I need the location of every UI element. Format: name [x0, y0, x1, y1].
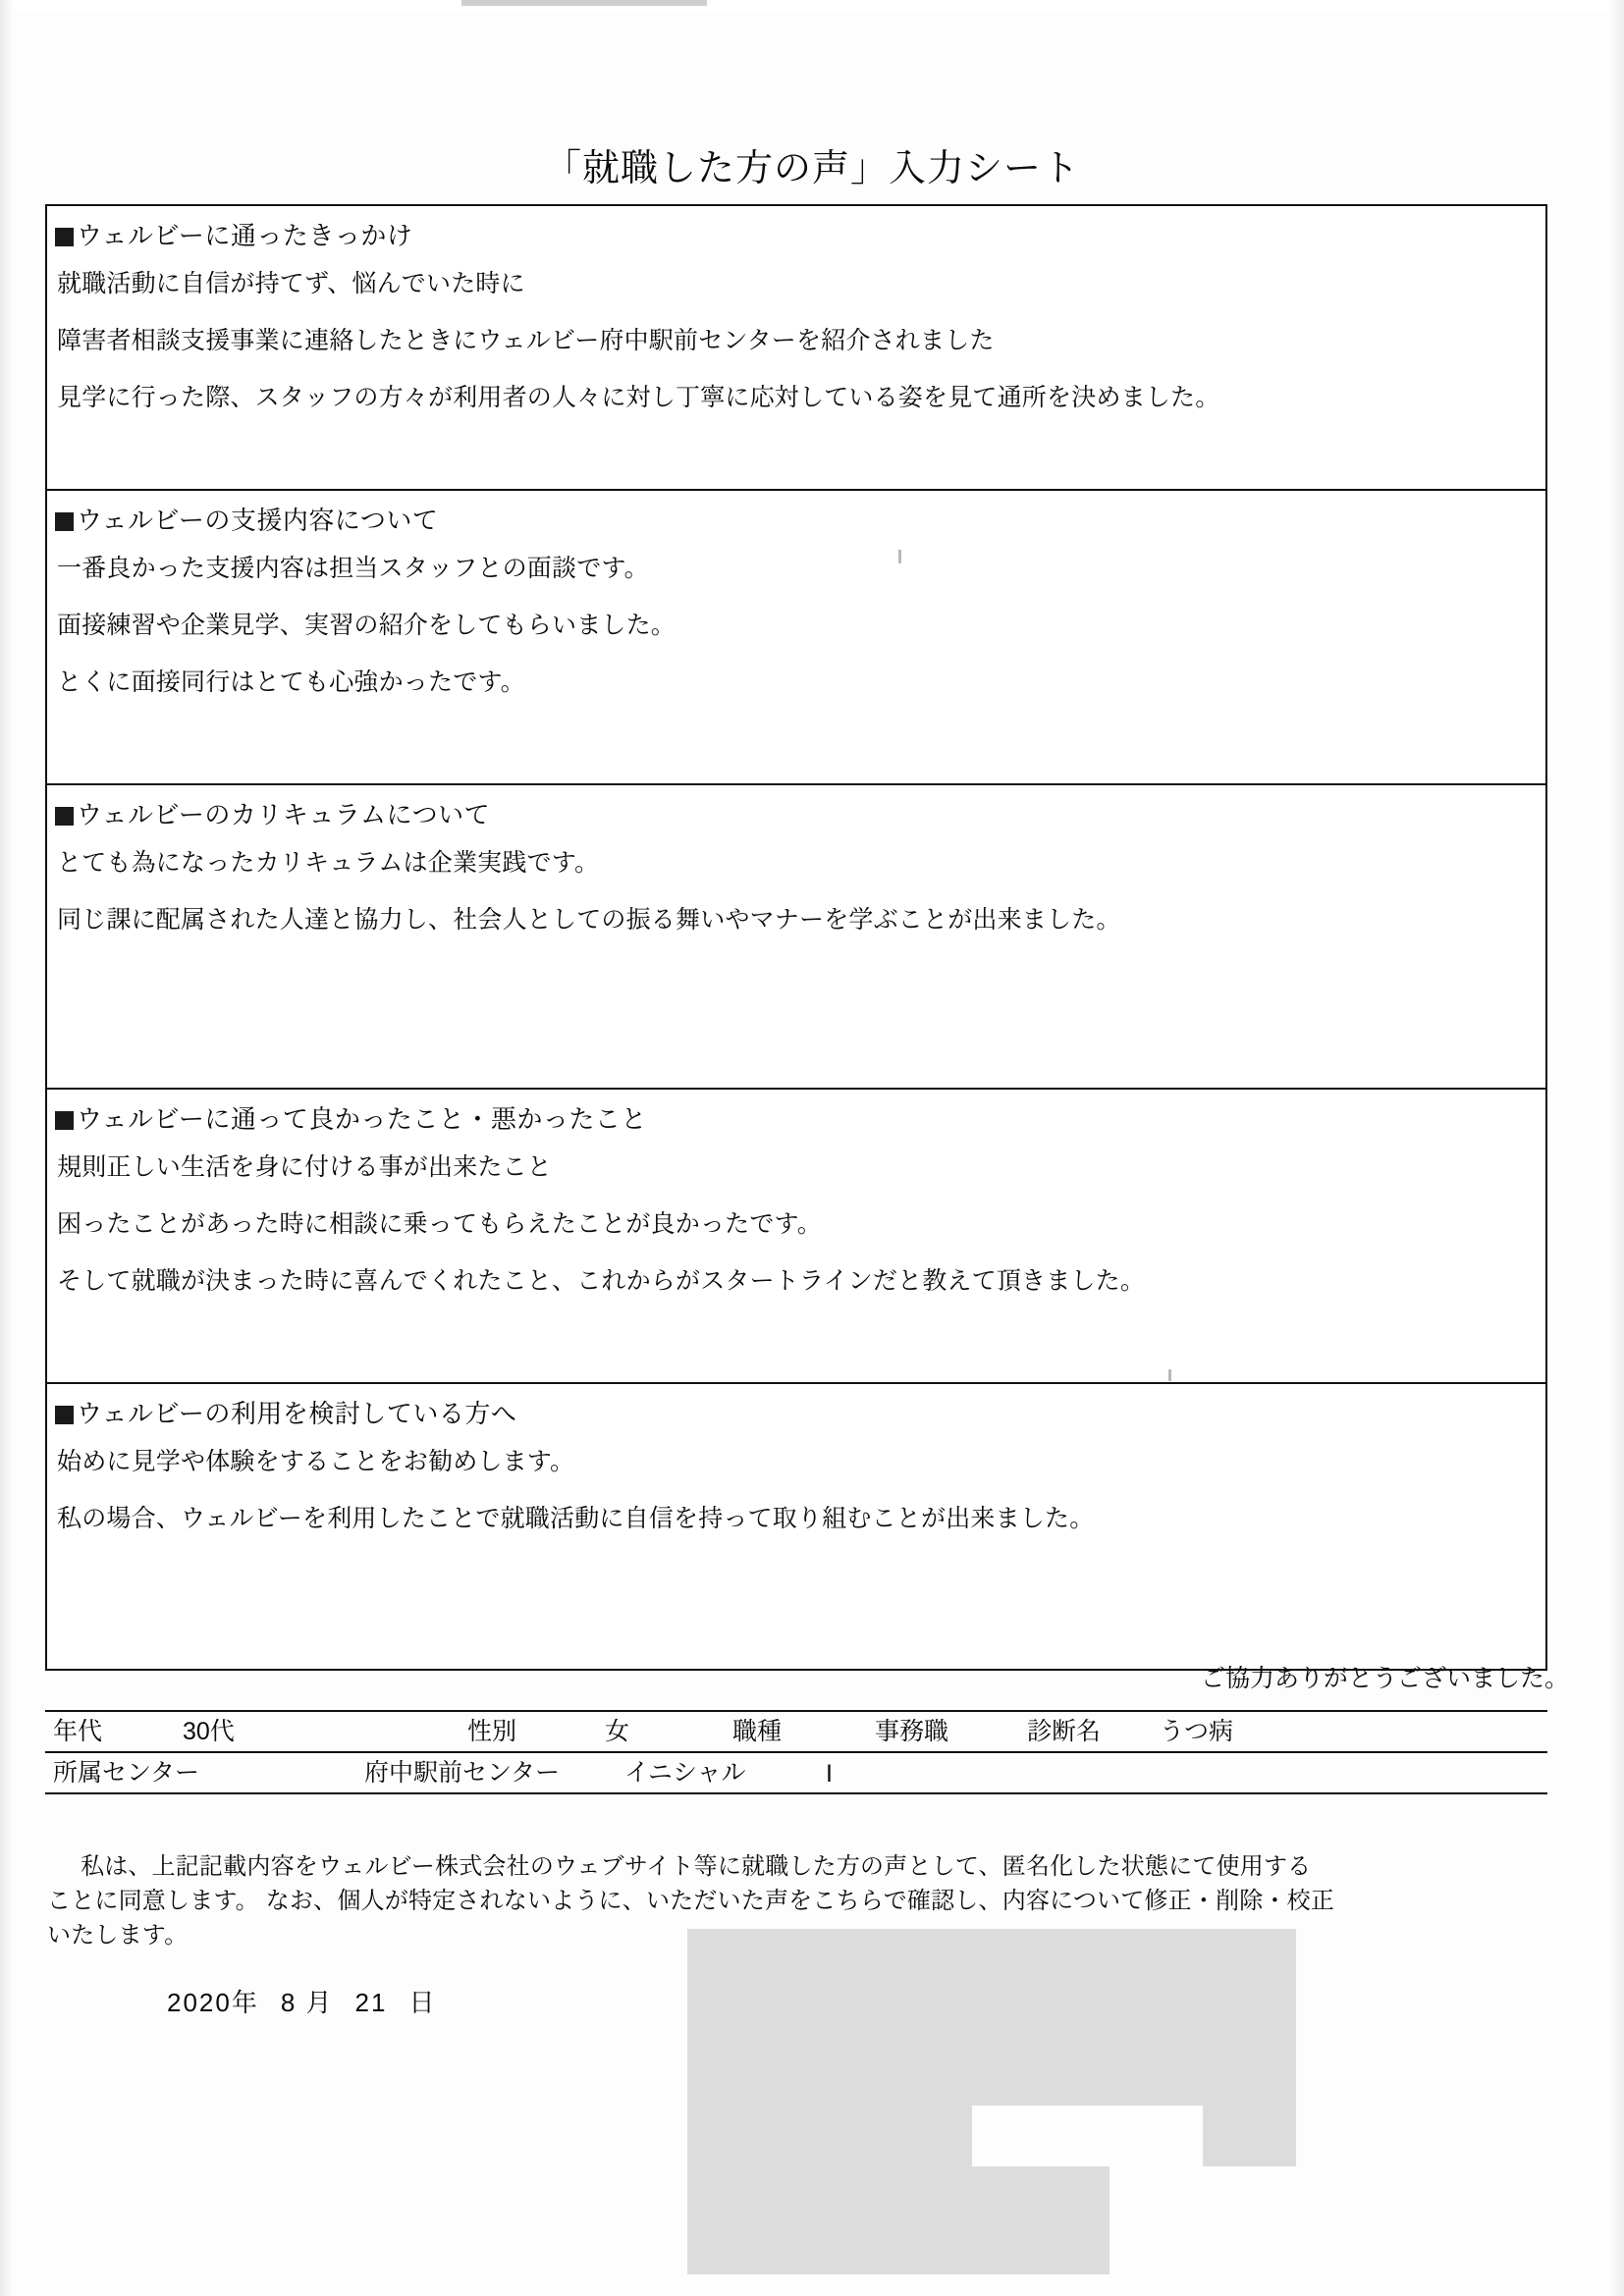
scan-artifact-band — [461, 0, 707, 6]
date-day: 21 — [354, 1988, 388, 2017]
section-body — [47, 256, 1545, 427]
scan-edge-right — [1608, 0, 1624, 2296]
redaction-block — [1203, 2106, 1296, 2166]
section-heading-text: ウェルビーの支援内容について — [77, 506, 439, 535]
answer-line: 私の場合、ウェルビーを利用したことで就職活動に自信を持って取り組むことが出来ました。 — [57, 1505, 1095, 1532]
meta-row-1 — [45, 1710, 1547, 1753]
answer-line: とても為になったカリキュラムは企業実践です。 — [57, 849, 600, 877]
answer-line: そして就職が決まった時に喜んでくれたこと、これからがスタートラインだと教えて頂きました。 — [57, 1267, 1146, 1295]
black-square-bullet-icon — [55, 1111, 74, 1130]
date-month: 8 月 — [280, 1988, 334, 2017]
signature-date — [167, 1983, 436, 2019]
answer-line: 始めに見学や体験をすることをお勧めします。 — [57, 1448, 575, 1475]
diagnosis-label: 診断名 — [1027, 1718, 1102, 1745]
section-body — [47, 835, 1545, 949]
black-square-bullet-icon — [55, 228, 74, 246]
age-value: 30代 — [183, 1718, 235, 1745]
black-square-bullet-icon — [55, 1406, 74, 1424]
age-label: 年代 — [53, 1718, 103, 1745]
gender-label: 性別 — [467, 1718, 517, 1745]
job-label: 職種 — [732, 1718, 783, 1745]
section-shien-naiyou — [47, 491, 1545, 785]
date-year: 2020年 — [167, 1988, 259, 2017]
section-body — [47, 1140, 1545, 1310]
center-label: 所属センター — [53, 1759, 200, 1787]
consent-line-1: 私は、上記記載内容をウェルビー株式会社のウェブサイト等に就職した方の声として、匿名化した状態にて使用する — [81, 1853, 1312, 1880]
section-good-bad — [47, 1090, 1545, 1384]
black-square-bullet-icon — [55, 512, 74, 531]
section-heading — [47, 206, 1545, 256]
initial-value: I — [826, 1760, 833, 1788]
consent-line-3: いたします。 — [47, 1921, 189, 1949]
date-day-suffix: 日 — [408, 1988, 437, 2017]
job-value: 事務職 — [875, 1718, 949, 1745]
section-curriculum — [47, 785, 1545, 1090]
redaction-block — [687, 2106, 972, 2166]
meta-row-2 — [45, 1753, 1547, 1794]
consent-line-2: ことに同意します。 なお、個人が特定されないように、いただいた声をこちらで確認し、内容について修正・削除・校正 — [47, 1887, 1335, 1914]
section-kikkake — [47, 206, 1545, 491]
section-heading — [47, 1090, 1545, 1140]
section-heading-text: ウェルビーの利用を検討している方へ — [77, 1399, 517, 1428]
answer-line: 面接練習や企業見学、実習の紹介をしてもらいました。 — [57, 612, 677, 639]
gender-value: 女 — [605, 1718, 630, 1745]
initial-label: イニシャル — [624, 1759, 746, 1787]
answer-line: 困ったことがあった時に相談に乗ってもらえたことが良かったです。 — [57, 1210, 822, 1238]
scan-speck — [1168, 1369, 1171, 1381]
respondent-meta-table — [45, 1710, 1547, 1794]
section-heading-text: ウェルビーのカリキュラムについて — [77, 800, 491, 829]
answer-line: 就職活動に自信が持てず、悩んでいた時に — [57, 270, 525, 297]
answer-line: 一番良かった支援内容は担当スタッフとの面談です。 — [57, 555, 649, 582]
diagnosis-value: うつ病 — [1160, 1718, 1234, 1745]
scan-speck — [898, 550, 901, 563]
answer-line: 障害者相談支援事業に連絡したときにウェルビー府中駅前センターを紹介されました — [57, 327, 995, 354]
page-title: 「就職した方の声」入力シート — [543, 148, 1080, 189]
thanks-note: ご協力ありがとうございました。 — [1200, 1665, 1569, 1692]
answer-line: 同じ課に配属された人達と協力し、社会人としての振る舞いやマナーを学ぶことが出来ました。 — [57, 906, 1121, 934]
section-body — [47, 541, 1545, 712]
answer-line: 見学に行った際、スタッフの方々が利用者の人々に対し丁寧に応対している姿を見て通所を決めました。 — [57, 384, 1220, 411]
black-square-bullet-icon — [55, 807, 74, 826]
answer-line: 規則正しい生活を身に付ける事が出来たこと — [57, 1153, 553, 1181]
section-for-considering — [47, 1384, 1545, 1669]
scan-edge-top — [0, 0, 1624, 10]
questionnaire-form-box — [45, 204, 1547, 1671]
redaction-block — [687, 2166, 1110, 2274]
section-heading — [47, 1384, 1545, 1434]
scan-edge-left — [0, 0, 14, 2296]
section-heading — [47, 785, 1545, 835]
section-heading — [47, 491, 1545, 541]
section-heading-text: ウェルビーに通ったきっかけ — [77, 221, 413, 250]
answer-line: とくに面接同行はとても心強かったです。 — [57, 668, 525, 696]
section-body — [47, 1434, 1545, 1548]
redaction-block — [687, 1929, 1296, 2106]
section-heading-text: ウェルビーに通って良かったこと・悪かったこと — [77, 1104, 647, 1134]
center-value: 府中駅前センター — [364, 1759, 561, 1787]
